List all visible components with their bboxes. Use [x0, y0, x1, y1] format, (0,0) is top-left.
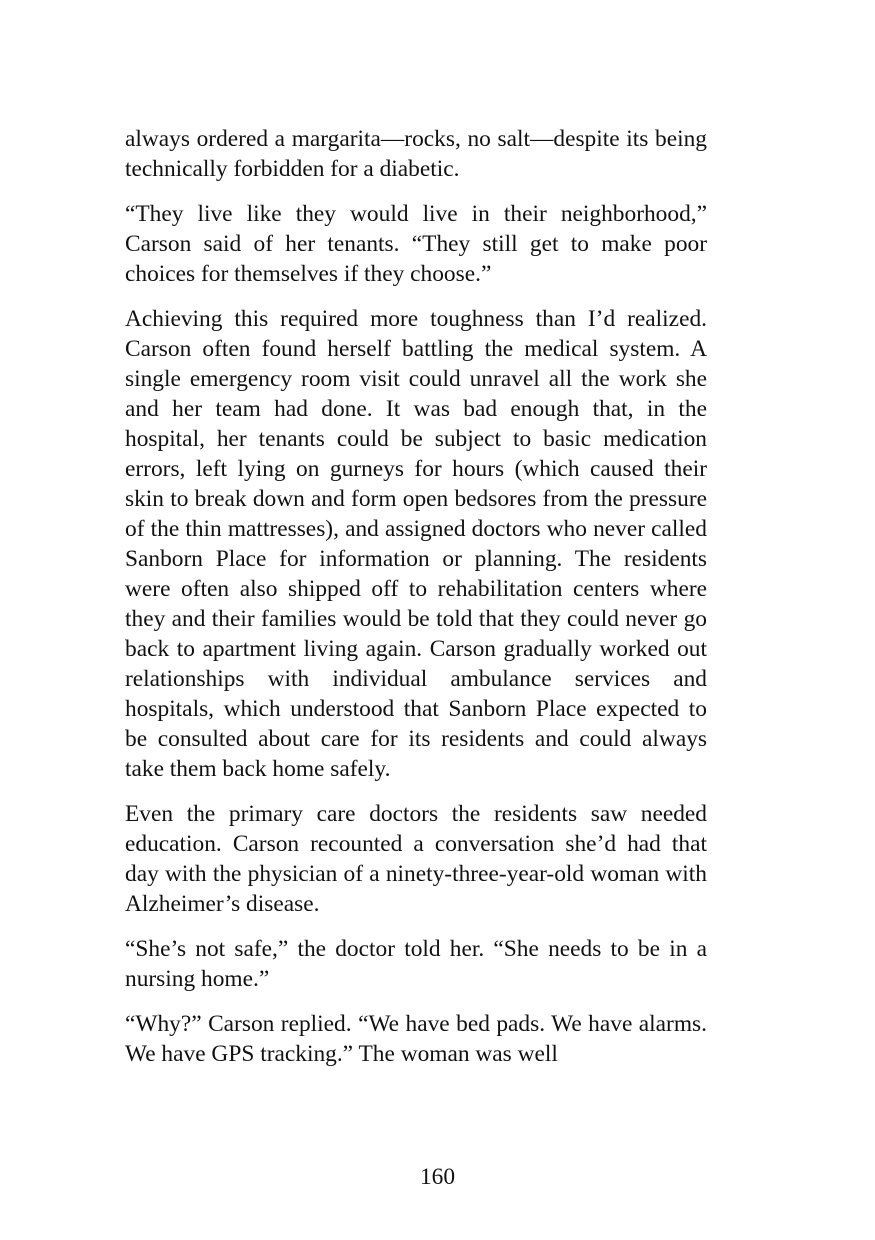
page-number: 160: [419, 1164, 456, 1190]
paragraph: always ordered a margarita—rocks, no salt—despite its being technically forbidden for a diabetic.: [125, 126, 707, 182]
paragraph: Achieving this required more toughness than I’d realized. Carson often found herself battling the medical system. A single emergency room visit could unravel all the work she and her team had done. It was bad enough that, in the hospital, her tenants could be subject to basic medication errors, left lying on gurneys for hours (which caused their skin to break down and form open bedsores from the pressure of the thin mattresses), and assigned doctors who never called Sanborn Place for information or planning. The residents were often also shipped off to rehabilitation centers where they and their families would be told that they could never go back to apartment living again. Carson gradually worked out relationships with individual ambulance services and hospitals, which understood that Sanborn Place expected to be consulted about care for its residents and could always take them back home safely.: [125, 306, 707, 782]
paragraph: Even the primary care doctors the residents saw needed education. Carson recounted a conversation she’d had that day with the physician of a ninety-three-year-old woman with Alzheimer’s disease.: [125, 801, 707, 917]
paragraph: “She’s not safe,” the doctor told her. “She needs to be in a nursing home.”: [125, 936, 707, 992]
paragraph: “They live like they would live in their neighborhood,” Carson said of her tenants. “They still get to make poor choices for themselves if they choose.”: [125, 201, 707, 287]
paragraph: “Why?” Carson replied. “We have bed pads. We have alarms. We have GPS tracking.” The woman was well: [125, 1011, 707, 1067]
body-text: [125, 124, 707, 1084]
